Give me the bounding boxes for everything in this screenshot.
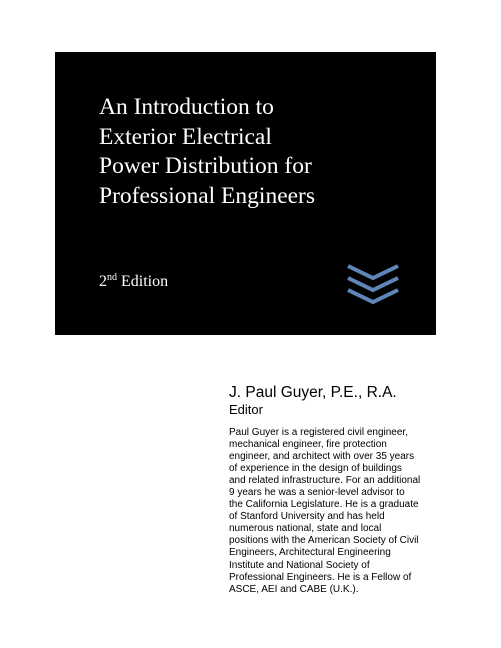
edition-number: 2 [99,273,107,290]
bio-line: mechanical engineer, fire protection [229,439,387,451]
bio-line: ASCE, AEI and CABE (U.K.). [229,583,359,595]
bio-line: of experience in the design of buildings [229,463,402,475]
bio-line: the California Legislature. He is a graduate [229,499,419,511]
title-line: Professional Engineers [99,182,316,209]
edition-label [99,272,168,291]
bio-line: Engineers, Architectural Engineering [229,547,391,559]
bio-line: and related infrastructure. For an additional [229,475,421,487]
bio-line: Professional Engineers. He is a Fellow of [229,571,412,583]
bio-line: positions with the American Society of Civil [229,535,419,547]
title-line: An Introduction to [99,94,274,120]
triple-chevron-down-icon [346,264,400,306]
bio-line: 9 years he was a senior-level advisor to [229,487,405,499]
title-line: Power Distribution for [99,153,312,179]
bio-line: Institute and National Society of [229,559,370,571]
bio-line: engineer, and architect with over 35 years [229,451,415,463]
edition-ordinal-suffix: nd [107,272,117,283]
bio-line: Paul Guyer is a registered civil engineer, [229,427,408,438]
author-bio [229,427,429,596]
bio-line: numerous national, state and local [229,523,382,535]
book-title [99,93,429,211]
title-line: Exterior Electrical [99,123,272,150]
author-role: Editor [229,402,263,417]
author-name: J. Paul Guyer, P.E., R.A. [229,384,397,401]
edition-text: Edition [117,273,169,290]
cover-panel [55,52,436,335]
bio-line: of Stanford University and has held [229,511,385,523]
